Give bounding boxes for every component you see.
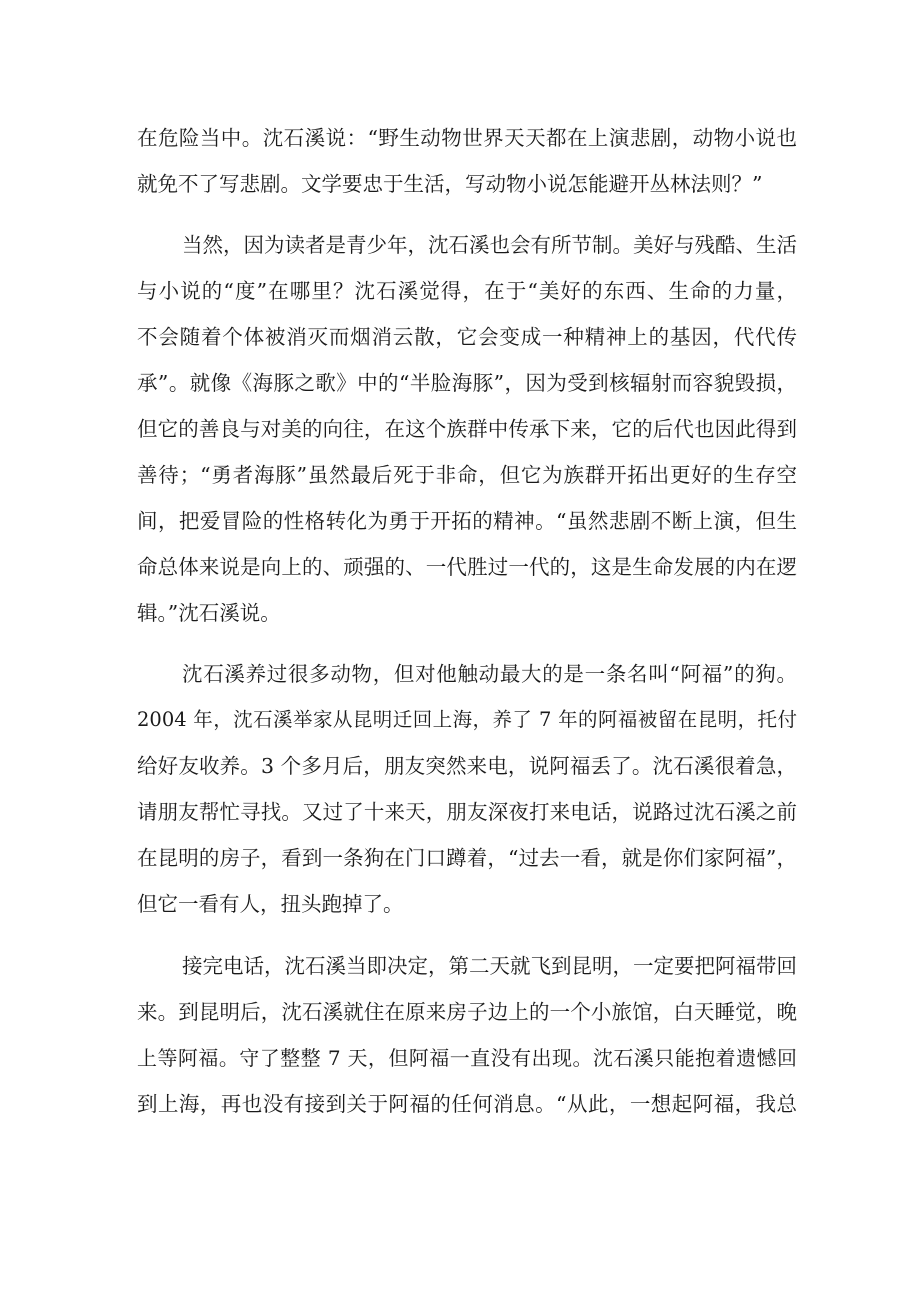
text-line: 但它的善良与对美的向往，在这个族群中传承下来，它的后代也因此得到 bbox=[137, 417, 797, 441]
text-line: 来。到昆明后，沈石溪就住在原来房子边上的一个小旅馆，白天睡觉，晚 bbox=[137, 1000, 797, 1024]
text-line: 不会随着个体被消灭而烟消云散，它会变成一种精神上的基因，代代传 bbox=[137, 325, 797, 349]
text-line: 上等阿福。守了整整 7 天，但阿福一直没有出现。沈石溪只能抱着遗憾回 bbox=[137, 1046, 797, 1070]
text-line: 与小说的“度”在哪里？沈石溪觉得，在于“美好的东西、生命的力量， bbox=[137, 279, 797, 303]
text-line: 承”。就像《海豚之歌》中的“半脸海豚”，因为受到核辐射而容貌毁损， bbox=[137, 371, 797, 395]
text-line: 在昆明的房子，看到一条狗在门口蹲着，“过去一看，就是你们家阿福”， bbox=[137, 846, 797, 870]
text-line: 给好友收养。3 个多月后，朋友突然来电，说阿福丢了。沈石溪很着急， bbox=[137, 754, 797, 778]
text-line: 沈石溪养过很多动物，但对他触动最大的是一条名叫“阿福”的狗。 bbox=[182, 662, 797, 686]
text-line: 2004 年，沈石溪举家从昆明迁回上海，养了 7 年的阿福被留在昆明，托付 bbox=[137, 708, 797, 731]
text-line: 间，把爱冒险的性格转化为勇于开拓的精神。“虽然悲剧不断上演，但生 bbox=[137, 509, 797, 533]
text-line: 就免不了写悲剧。文学要忠于生活，写动物小说怎能避开丛林法则？” bbox=[137, 172, 763, 196]
text-line: 辑。”沈石溪说。 bbox=[137, 601, 281, 625]
text-line: 在危险当中。沈石溪说：“野生动物世界天天都在上演悲剧，动物小说也 bbox=[137, 126, 797, 150]
text-line: 但它一看有人，扭头跑掉了。 bbox=[137, 892, 404, 916]
text-line: 命总体来说是向上的、顽强的、一代胜过一代的，这是生命发展的内在逻 bbox=[137, 555, 797, 579]
text-line: 当然，因为读者是青少年，沈石溪也会有所节制。美好与残酷、生活 bbox=[182, 233, 797, 257]
text-line: 请朋友帮忙寻找。又过了十来天，朋友深夜打来电话，说路过沈石溪之前 bbox=[137, 800, 797, 824]
text-line: 善待；“勇者海豚”虽然最后死于非命，但它为族群开拓出更好的生存空 bbox=[137, 463, 797, 487]
text-line: 到上海，再也没有接到关于阿福的任何消息。“从此，一想起阿福，我总 bbox=[137, 1092, 797, 1116]
text-line: 接完电话，沈石溪当即决定，第二天就飞到昆明，一定要把阿福带回 bbox=[182, 954, 797, 978]
